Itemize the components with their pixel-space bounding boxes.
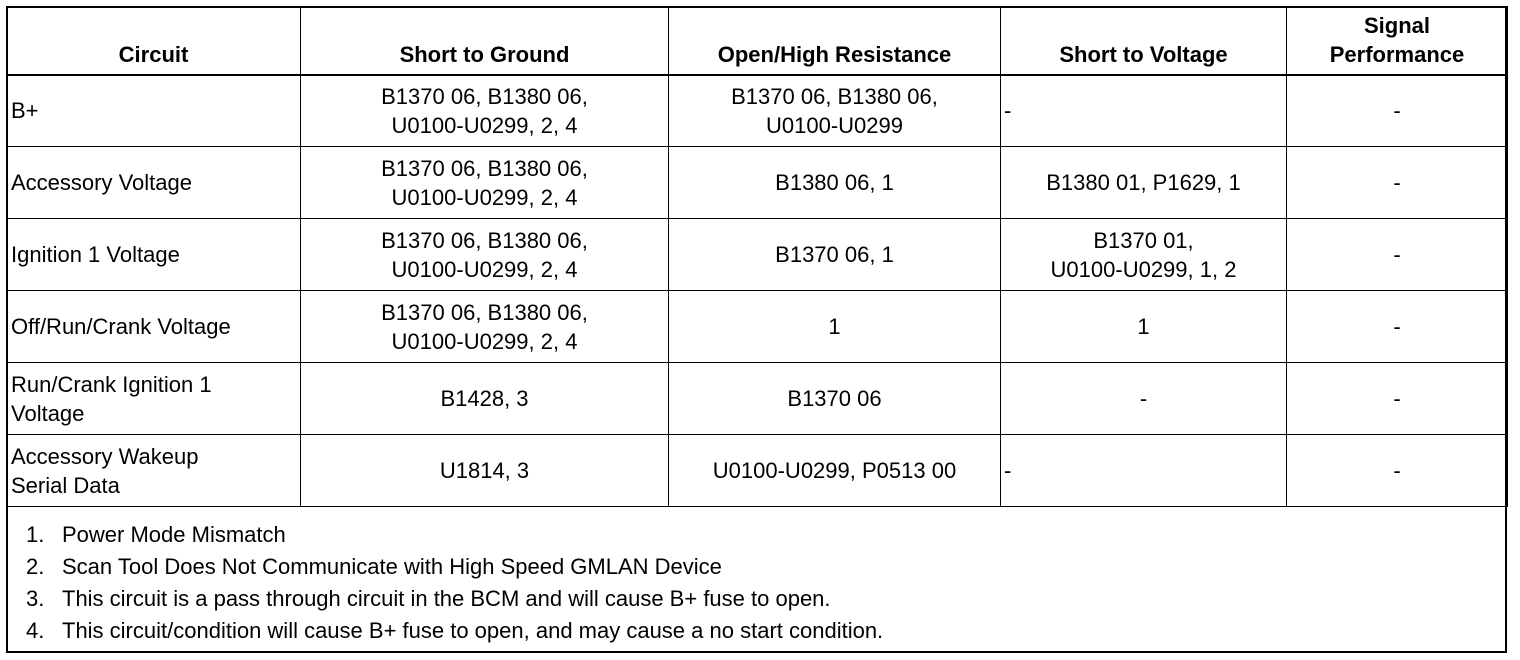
footnote-item <box>26 519 1505 551</box>
cell-circuit <box>7 363 301 435</box>
cell-text: U1814, 3 <box>439 458 530 483</box>
cell-signal-performance: - <box>1287 147 1508 219</box>
cell-text: B1380 06, 1 <box>775 170 894 195</box>
cell-short-to-voltage <box>1001 291 1287 363</box>
cell-signal-performance: - <box>1287 363 1508 435</box>
footnote-text: Power Mode Mismatch <box>62 522 286 547</box>
header-short-to-voltage: Short to Voltage <box>1001 7 1287 75</box>
footnote-number: 4. <box>26 618 45 643</box>
cell-text: B1370 06 <box>787 386 882 411</box>
cell-open-high-resistance <box>669 75 1001 147</box>
footnote-item <box>26 583 1505 615</box>
cell-text: Accessory Voltage <box>11 170 192 195</box>
cell-signal-performance: - <box>1287 219 1508 291</box>
cell-text: - <box>1004 458 1012 483</box>
footnote-text: This circuit is a pass through circuit in the BCM and will cause B+ fuse to open. <box>62 586 831 611</box>
cell-circuit <box>7 219 301 291</box>
cell-short-to-ground <box>301 219 669 291</box>
cell-open-high-resistance <box>669 291 1001 363</box>
cell-text: U0100-U0299, P0513 00 <box>712 458 957 483</box>
cell-short-to-voltage <box>1001 147 1287 219</box>
cell-text: B1370 06, B1380 06, <box>381 83 588 109</box>
cell-signal-performance: - <box>1287 75 1508 147</box>
cell-text: 1 <box>1137 314 1150 339</box>
cell-signal-performance: - <box>1287 291 1508 363</box>
cell-open-high-resistance <box>669 147 1001 219</box>
cell-text: B1370 01, <box>1093 227 1194 253</box>
footnote-text: Scan Tool Does Not Communicate with High Speed GMLAN Device <box>62 554 722 579</box>
cell-open-high-resistance <box>669 219 1001 291</box>
cell-text: U0100-U0299, 2, 4 <box>391 256 578 282</box>
table-row <box>7 219 1508 291</box>
circuit-dtc-table <box>6 6 1508 507</box>
table-row <box>7 147 1508 219</box>
table-row <box>7 75 1508 147</box>
cell-text: U0100-U0299 <box>766 112 903 138</box>
table-row <box>7 291 1508 363</box>
cell-circuit <box>7 435 301 507</box>
header-signal-performance-line1: Signal <box>1363 12 1430 38</box>
header-signal-performance <box>1287 7 1508 75</box>
cell-text: B1380 01, P1629, 1 <box>1046 170 1241 195</box>
cell-text: B1370 06, B1380 06, <box>381 227 588 253</box>
footnote-number: 3. <box>26 586 45 611</box>
cell-short-to-ground <box>301 363 669 435</box>
footnote-item <box>26 551 1505 583</box>
cell-circuit <box>7 75 301 147</box>
cell-text: U0100-U0299, 2, 4 <box>391 328 578 354</box>
footnotes <box>8 513 1505 651</box>
cell-text: U0100-U0299, 2, 4 <box>391 112 578 138</box>
cell-text: Accessory Wakeup <box>11 443 199 469</box>
cell-text: B1428, 3 <box>440 386 529 411</box>
cell-text: B1370 06, 1 <box>775 242 894 267</box>
cell-text: Voltage <box>11 400 85 426</box>
cell-text: U0100-U0299, 1, 2 <box>1050 256 1237 282</box>
table-row <box>7 435 1508 507</box>
cell-text: - <box>1139 386 1148 411</box>
cell-text: B+ <box>11 98 39 124</box>
cell-short-to-ground <box>301 147 669 219</box>
cell-short-to-voltage <box>1001 219 1287 291</box>
cell-circuit <box>7 291 301 363</box>
footnote-text: This circuit/condition will cause B+ fuse to open, and may cause a no start condition. <box>62 618 884 643</box>
cell-open-high-resistance <box>669 435 1001 507</box>
header-circuit: Circuit <box>7 7 301 75</box>
cell-circuit <box>7 147 301 219</box>
cell-text: B1370 06, B1380 06, <box>381 155 588 181</box>
cell-text: Off/Run/Crank Voltage <box>11 314 231 339</box>
cell-short-to-ground <box>301 435 669 507</box>
header-signal-performance-line2: Performance <box>1329 41 1465 67</box>
cell-text: U0100-U0299, 2, 4 <box>391 184 578 210</box>
cell-short-to-ground <box>301 291 669 363</box>
cell-short-to-ground <box>301 75 669 147</box>
cell-text: 1 <box>828 314 841 339</box>
header-open-high-resistance: Open/High Resistance <box>669 7 1001 75</box>
table-header-row <box>7 7 1508 75</box>
cell-open-high-resistance <box>669 363 1001 435</box>
header-short-to-ground: Short to Ground <box>301 7 669 75</box>
cell-text: Ignition 1 Voltage <box>11 242 180 267</box>
footnote-number: 1. <box>26 522 45 547</box>
cell-text: Serial Data <box>11 472 120 498</box>
table-row <box>7 363 1508 435</box>
cell-short-to-voltage <box>1001 435 1287 507</box>
cell-text: B1370 06, B1380 06, <box>381 299 588 325</box>
cell-signal-performance: - <box>1287 435 1508 507</box>
cell-text: Run/Crank Ignition 1 <box>11 371 212 397</box>
cell-short-to-voltage <box>1001 363 1287 435</box>
cell-text: B1370 06, B1380 06, <box>731 83 938 109</box>
cell-text: - <box>1004 98 1012 124</box>
footnote-item <box>26 615 1505 647</box>
cell-short-to-voltage <box>1001 75 1287 147</box>
footnote-number: 2. <box>26 554 45 579</box>
